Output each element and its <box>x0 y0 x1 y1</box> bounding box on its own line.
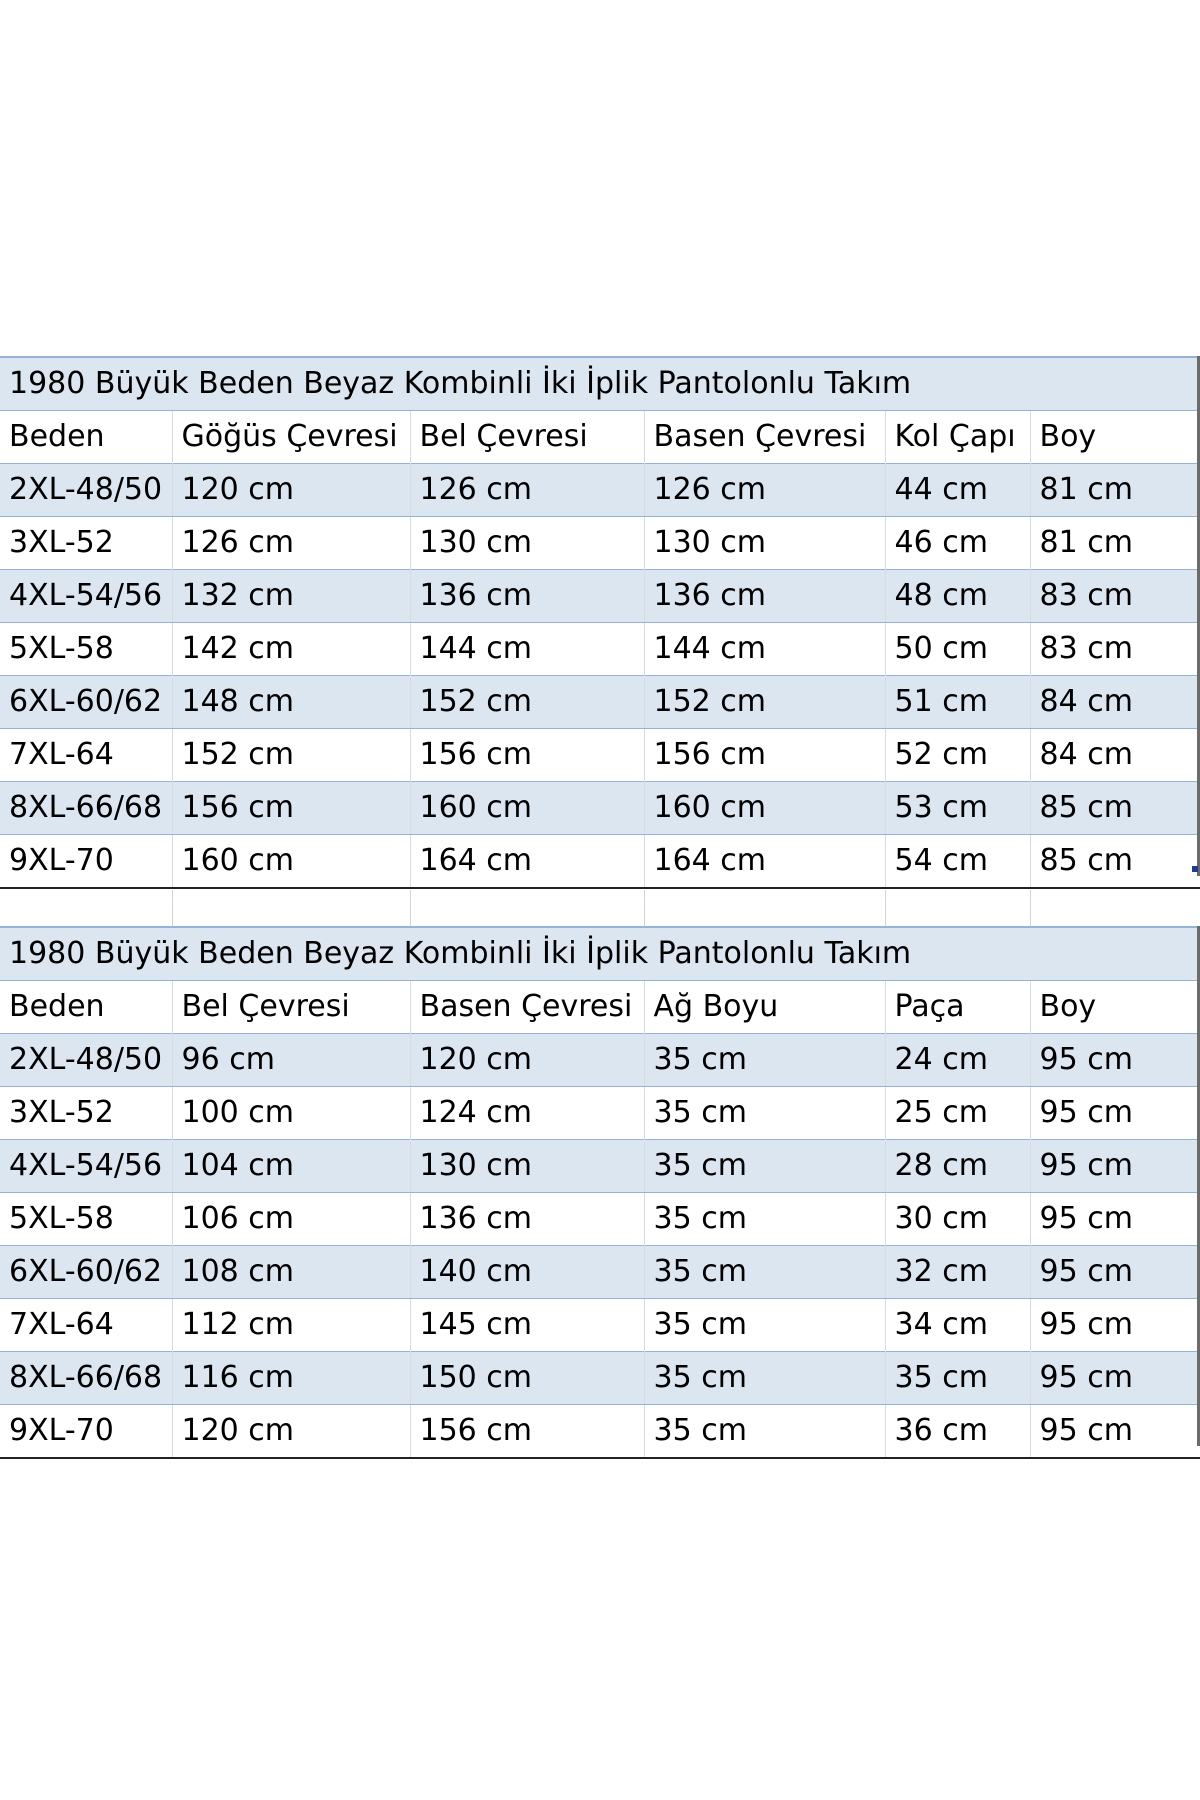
size-cell: 9XL-70 <box>0 1405 172 1459</box>
measurement-cell: 126 cm <box>644 464 885 517</box>
table-row <box>0 835 1200 889</box>
size-cell: 4XL-54/56 <box>0 1140 172 1193</box>
measurement-cell: 83 cm <box>1030 570 1200 623</box>
measurement-cell: 28 cm <box>885 1140 1030 1193</box>
size-table-bottom <box>0 926 1200 1459</box>
measurement-cell: 136 cm <box>410 570 644 623</box>
measurement-cell: 35 cm <box>644 1299 885 1352</box>
table-title-row <box>0 357 1200 411</box>
size-cell: 2XL-48/50 <box>0 464 172 517</box>
header-row <box>0 411 1200 464</box>
measurement-cell: 152 cm <box>410 676 644 729</box>
size-cell: 7XL-64 <box>0 729 172 782</box>
measurement-cell: 84 cm <box>1030 676 1200 729</box>
measurement-cell: 35 cm <box>644 1087 885 1140</box>
size-cell: 6XL-60/62 <box>0 1246 172 1299</box>
measurement-cell: 30 cm <box>885 1193 1030 1246</box>
measurement-cell: 53 cm <box>885 782 1030 835</box>
measurement-cell: 85 cm <box>1030 782 1200 835</box>
column-header: Basen Çevresi <box>410 981 644 1034</box>
measurement-cell: 145 cm <box>410 1299 644 1352</box>
measurement-cell: 120 cm <box>410 1034 644 1087</box>
measurement-cell: 95 cm <box>1030 1140 1200 1193</box>
measurement-cell: 95 cm <box>1030 1405 1200 1459</box>
measurement-cell: 130 cm <box>410 1140 644 1193</box>
table-row <box>0 1034 1200 1087</box>
measurement-cell: 54 cm <box>885 835 1030 889</box>
size-cell: 8XL-66/68 <box>0 1352 172 1405</box>
table-row <box>0 1087 1200 1140</box>
measurement-cell: 48 cm <box>885 570 1030 623</box>
size-cell: 3XL-52 <box>0 517 172 570</box>
table-row <box>0 1405 1200 1459</box>
measurement-cell: 100 cm <box>172 1087 410 1140</box>
measurement-cell: 160 cm <box>644 782 885 835</box>
measurement-cell: 96 cm <box>172 1034 410 1087</box>
measurement-cell: 104 cm <box>172 1140 410 1193</box>
measurement-cell: 148 cm <box>172 676 410 729</box>
table-row <box>0 1299 1200 1352</box>
measurement-cell: 136 cm <box>410 1193 644 1246</box>
column-header: Boy <box>1030 411 1200 464</box>
measurement-cell: 46 cm <box>885 517 1030 570</box>
measurement-cell: 36 cm <box>885 1405 1030 1459</box>
measurement-cell: 35 cm <box>644 1034 885 1087</box>
size-cell: 3XL-52 <box>0 1087 172 1140</box>
measurement-table <box>0 926 1200 1459</box>
measurement-cell: 132 cm <box>172 570 410 623</box>
size-cell: 7XL-64 <box>0 1299 172 1352</box>
measurement-cell: 95 cm <box>1030 1352 1200 1405</box>
measurement-table <box>0 356 1200 889</box>
table-row <box>0 517 1200 570</box>
table-row <box>0 1246 1200 1299</box>
measurement-cell: 116 cm <box>172 1352 410 1405</box>
size-cell: 9XL-70 <box>0 835 172 889</box>
size-cell: 6XL-60/62 <box>0 676 172 729</box>
column-header: Bel Çevresi <box>172 981 410 1034</box>
size-cell: 2XL-48/50 <box>0 1034 172 1087</box>
measurement-cell: 130 cm <box>644 517 885 570</box>
measurement-cell: 35 cm <box>644 1352 885 1405</box>
measurement-cell: 112 cm <box>172 1299 410 1352</box>
measurement-cell: 95 cm <box>1030 1087 1200 1140</box>
column-header: Ağ Boyu <box>644 981 885 1034</box>
measurement-cell: 51 cm <box>885 676 1030 729</box>
measurement-cell: 44 cm <box>885 464 1030 517</box>
table-title: 1980 Büyük Beden Beyaz Kombinli İki İplik Pantolonlu Takım <box>0 357 1200 411</box>
column-header: Bel Çevresi <box>410 411 644 464</box>
measurement-cell: 35 cm <box>644 1140 885 1193</box>
size-cell: 8XL-66/68 <box>0 782 172 835</box>
column-header: Kol Çapı <box>885 411 1030 464</box>
measurement-cell: 108 cm <box>172 1246 410 1299</box>
measurement-cell: 120 cm <box>172 1405 410 1459</box>
measurement-cell: 81 cm <box>1030 464 1200 517</box>
measurement-cell: 156 cm <box>644 729 885 782</box>
measurement-cell: 160 cm <box>172 835 410 889</box>
table-row <box>0 729 1200 782</box>
table-row <box>0 464 1200 517</box>
measurement-cell: 95 cm <box>1030 1034 1200 1087</box>
measurement-cell: 95 cm <box>1030 1299 1200 1352</box>
column-header: Paça <box>885 981 1030 1034</box>
size-table-top <box>0 356 1200 938</box>
column-header: Göğüs Çevresi <box>172 411 410 464</box>
table-row <box>0 1352 1200 1405</box>
measurement-cell: 156 cm <box>172 782 410 835</box>
size-cell: 5XL-58 <box>0 623 172 676</box>
measurement-cell: 124 cm <box>410 1087 644 1140</box>
header-row <box>0 981 1200 1034</box>
measurement-cell: 120 cm <box>172 464 410 517</box>
measurement-cell: 142 cm <box>172 623 410 676</box>
column-header: Beden <box>0 411 172 464</box>
measurement-cell: 140 cm <box>410 1246 644 1299</box>
measurement-cell: 34 cm <box>885 1299 1030 1352</box>
size-cell: 4XL-54/56 <box>0 570 172 623</box>
measurement-cell: 83 cm <box>1030 623 1200 676</box>
measurement-cell: 35 cm <box>885 1352 1030 1405</box>
measurement-cell: 35 cm <box>644 1193 885 1246</box>
measurement-cell: 35 cm <box>644 1246 885 1299</box>
table-row <box>0 1140 1200 1193</box>
measurement-cell: 35 cm <box>644 1405 885 1459</box>
measurement-cell: 156 cm <box>410 729 644 782</box>
column-header: Beden <box>0 981 172 1034</box>
measurement-cell: 24 cm <box>885 1034 1030 1087</box>
measurement-cell: 136 cm <box>644 570 885 623</box>
measurement-cell: 95 cm <box>1030 1193 1200 1246</box>
column-header: Basen Çevresi <box>644 411 885 464</box>
measurement-cell: 130 cm <box>410 517 644 570</box>
measurement-cell: 144 cm <box>410 623 644 676</box>
measurement-cell: 81 cm <box>1030 517 1200 570</box>
measurement-cell: 152 cm <box>172 729 410 782</box>
measurement-cell: 164 cm <box>410 835 644 889</box>
measurement-cell: 106 cm <box>172 1193 410 1246</box>
measurement-cell: 126 cm <box>172 517 410 570</box>
table-row <box>0 1193 1200 1246</box>
table-title: 1980 Büyük Beden Beyaz Kombinli İki İplik Pantolonlu Takım <box>0 927 1200 981</box>
table-row <box>0 782 1200 835</box>
column-header: Boy <box>1030 981 1200 1034</box>
table-row <box>0 623 1200 676</box>
measurement-cell: 126 cm <box>410 464 644 517</box>
measurement-cell: 84 cm <box>1030 729 1200 782</box>
table-title-row <box>0 927 1200 981</box>
size-cell: 5XL-58 <box>0 1193 172 1246</box>
measurement-cell: 156 cm <box>410 1405 644 1459</box>
table-row <box>0 676 1200 729</box>
measurement-cell: 95 cm <box>1030 1246 1200 1299</box>
measurement-cell: 150 cm <box>410 1352 644 1405</box>
measurement-cell: 152 cm <box>644 676 885 729</box>
measurement-cell: 164 cm <box>644 835 885 889</box>
measurement-cell: 160 cm <box>410 782 644 835</box>
measurement-cell: 32 cm <box>885 1246 1030 1299</box>
measurement-cell: 52 cm <box>885 729 1030 782</box>
measurement-cell: 25 cm <box>885 1087 1030 1140</box>
measurement-cell: 50 cm <box>885 623 1030 676</box>
measurement-cell: 85 cm <box>1030 835 1200 889</box>
cell-resize-handle <box>1192 866 1198 872</box>
measurement-cell: 144 cm <box>644 623 885 676</box>
table-row <box>0 570 1200 623</box>
